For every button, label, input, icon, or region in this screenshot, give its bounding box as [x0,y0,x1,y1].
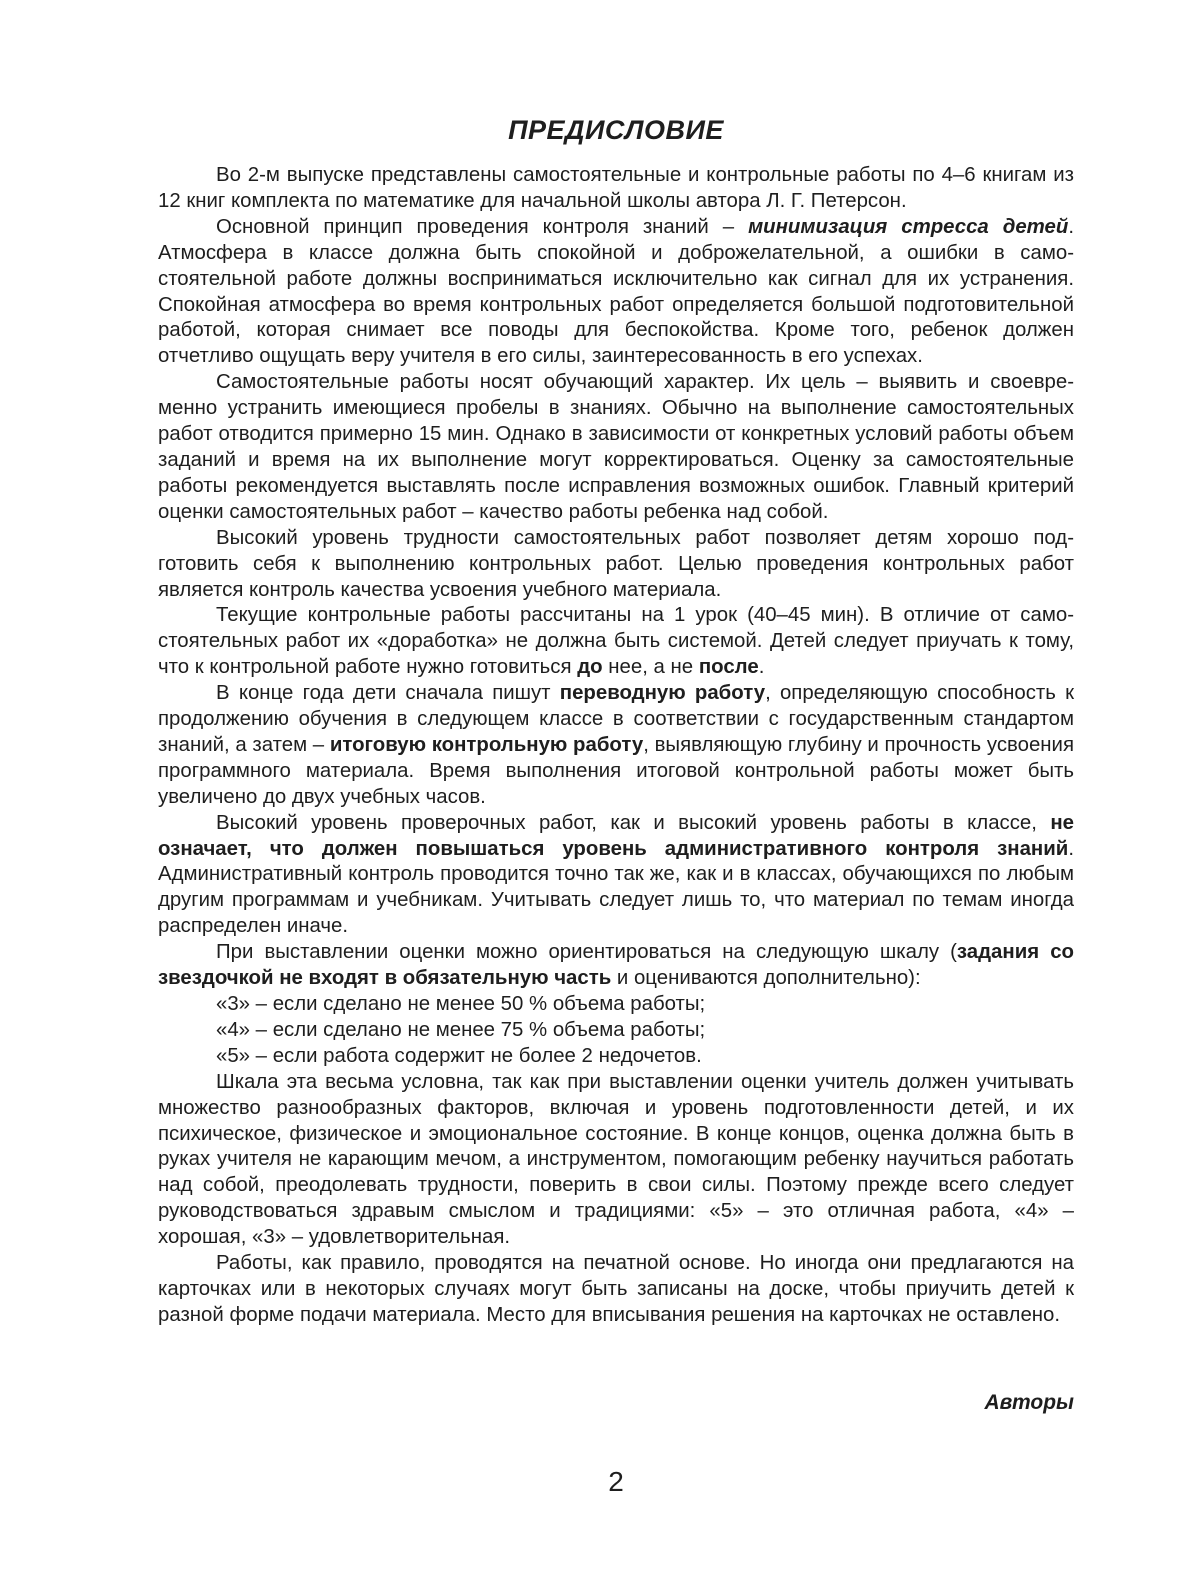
paragraph-7-text-c: . Административный контроль проводится точно так же, как и в классах, обучающихся по любым другим программам и учебникам. Учитывать следует лишь то, что материал по темам иногда распределен иначе. [158,837,1074,938]
paragraph-8 [158,940,1074,992]
page-number: 2 [608,1466,624,1497]
paragraph-6-text-a: В конце года дети сначала пишут [216,682,560,705]
paragraph-5 [158,603,1074,681]
paragraph-6-text-c: , определяющую способность к продолжению обучения в следующем классе в соответствии с государственным стандартом знаний, а затем – [158,682,1074,756]
paragraph-8-text-c: и оцениваются дополнительно): [611,967,921,990]
paragraph-3: Самостоятельные работы носят обучающий характер. Их цель – выявить и своевременно устранить имеющиеся пробелы в знаниях. Обычно на выполнение самостоятельных работ отводится примерно 15 мин. Однако в зависимости от конкретных условий работы объем заданий и время на их выполнение могут корректироваться. Оценку за самостоятельные работы рекомендуется выставлять после исправления возможных ошибок. Главный критерий оценки самостоятельных работ – качество работы ребенка над собой. [158,371,1074,523]
paragraph-1: Во 2-м выпуске представлены самостоятельные и контрольные работы по 4–6 книгам из 12 книг комплекта по математике для начальной школы автора Л. Г. Петерсон. [158,164,1074,212]
paragraph-2-text-c: . Атмосфера в классе должна быть спокойной и доброжелательной, а ошибки в самостоятельной работе должны восприниматься исключительно как сигнал для их устранения. Спокойная атмосфера во время контрольных работ определяется большой подготовительной работой, которая снимает все поводы для беспокойства. Кроме того, ребенок должен отчетливо ощущать веру учителя в его силы, заинтересованность в его успехах. [158,215,1074,368]
scale-item-4: «4» – если сделано не менее 75 % объема работы; [216,1018,706,1041]
preface-body [158,163,1074,1329]
paragraph-8-text-a: При выставлении оценки можно ориентироваться на следующую шкалу ( [216,941,957,964]
paragraph-10: Работы, как правило, проводятся на печатной основе. Но иногда они предлагаются на карточках или в некоторых случаях могут быть записаны на доске, чтобы приучить детей к разной форме подачи материала. Место для вписывания решения на карточках не оставлено. [158,1252,1074,1326]
paragraph-6-bold-transfer: переводную работу [559,682,766,705]
paragraph-4: Высокий уровень трудности самостоятельных работ позволяет детям хорошо подготовить себя к выполнению контрольных работ. Целью проведения контрольных работ является контроль качества усвоения учебного материала. [158,526,1074,601]
scale-item-3: «3» – если сделано не менее 50 % объема работы; [216,993,706,1015]
paragraph-5-bold-posle: после [698,656,759,679]
paragraph-2 [158,215,1074,370]
paragraph-6-text-e: , выявляющую глубину и прочность усвоения программного материала. Время выполнения итоговой контрольной работы может быть увеличено до двух учебных часов. [158,733,1074,808]
paragraph-6-bold-final: итоговую контрольную работу [329,733,644,756]
scale-item-5: «5» – если работа содержит не более 2 недочетов. [216,1044,702,1067]
paragraph-5-text-c: нее, а не [602,656,699,679]
paragraph-7-bold: не означает, что должен повышаться уровень административного контроля знаний [158,811,1074,860]
paragraph-5-bold-do: до [577,656,603,679]
authors-signature: Авторы [984,1391,1074,1414]
paragraph-2-text-a: Основной принцип проведения контроля знаний – [216,215,749,238]
paragraph-6 [158,681,1074,811]
paragraph-7 [158,811,1074,941]
paragraph-7-text-a: Высокий уровень проверочных работ, как и высокий уровень работы в классе, [216,811,1051,834]
paragraph-5-text-e: . [758,656,765,679]
page-title: ПРЕДИСЛОВИЕ [508,115,724,145]
paragraph-8-bold: задания со звездочкой не входят в обязательную часть [158,941,1074,990]
paragraph-2-emphasis: минимизация стресса детей [748,215,1069,238]
paragraph-9: Шкала эта весьма условна, так как при выставлении оценки учитель должен учитывать множество разнообразных факторов, включая и уровень подготовленности детей, и их психическое, физическое и эмоциональное состояние. В конце концов, оценка должна быть в руках учителя не карающим мечом, а инструментом, помогающим ребенку научиться работать над собой, преодолевать трудности, поверить в свои силы. Поэтому прежде всего следует руководствоваться здравым смыслом и традициями: «5» – это отличная работа, «4» – хорошая, «3» – удовлетворительная. [158,1070,1074,1249]
paragraph-5-text-a: Текущие контрольные работы рассчитаны на 1 урок (40–45 мин). В отличие от самостоятельных работ их «доработка» не должна быть системой. Детей следует приучать к тому, что к контрольной работе нужно готовиться [158,604,1074,679]
